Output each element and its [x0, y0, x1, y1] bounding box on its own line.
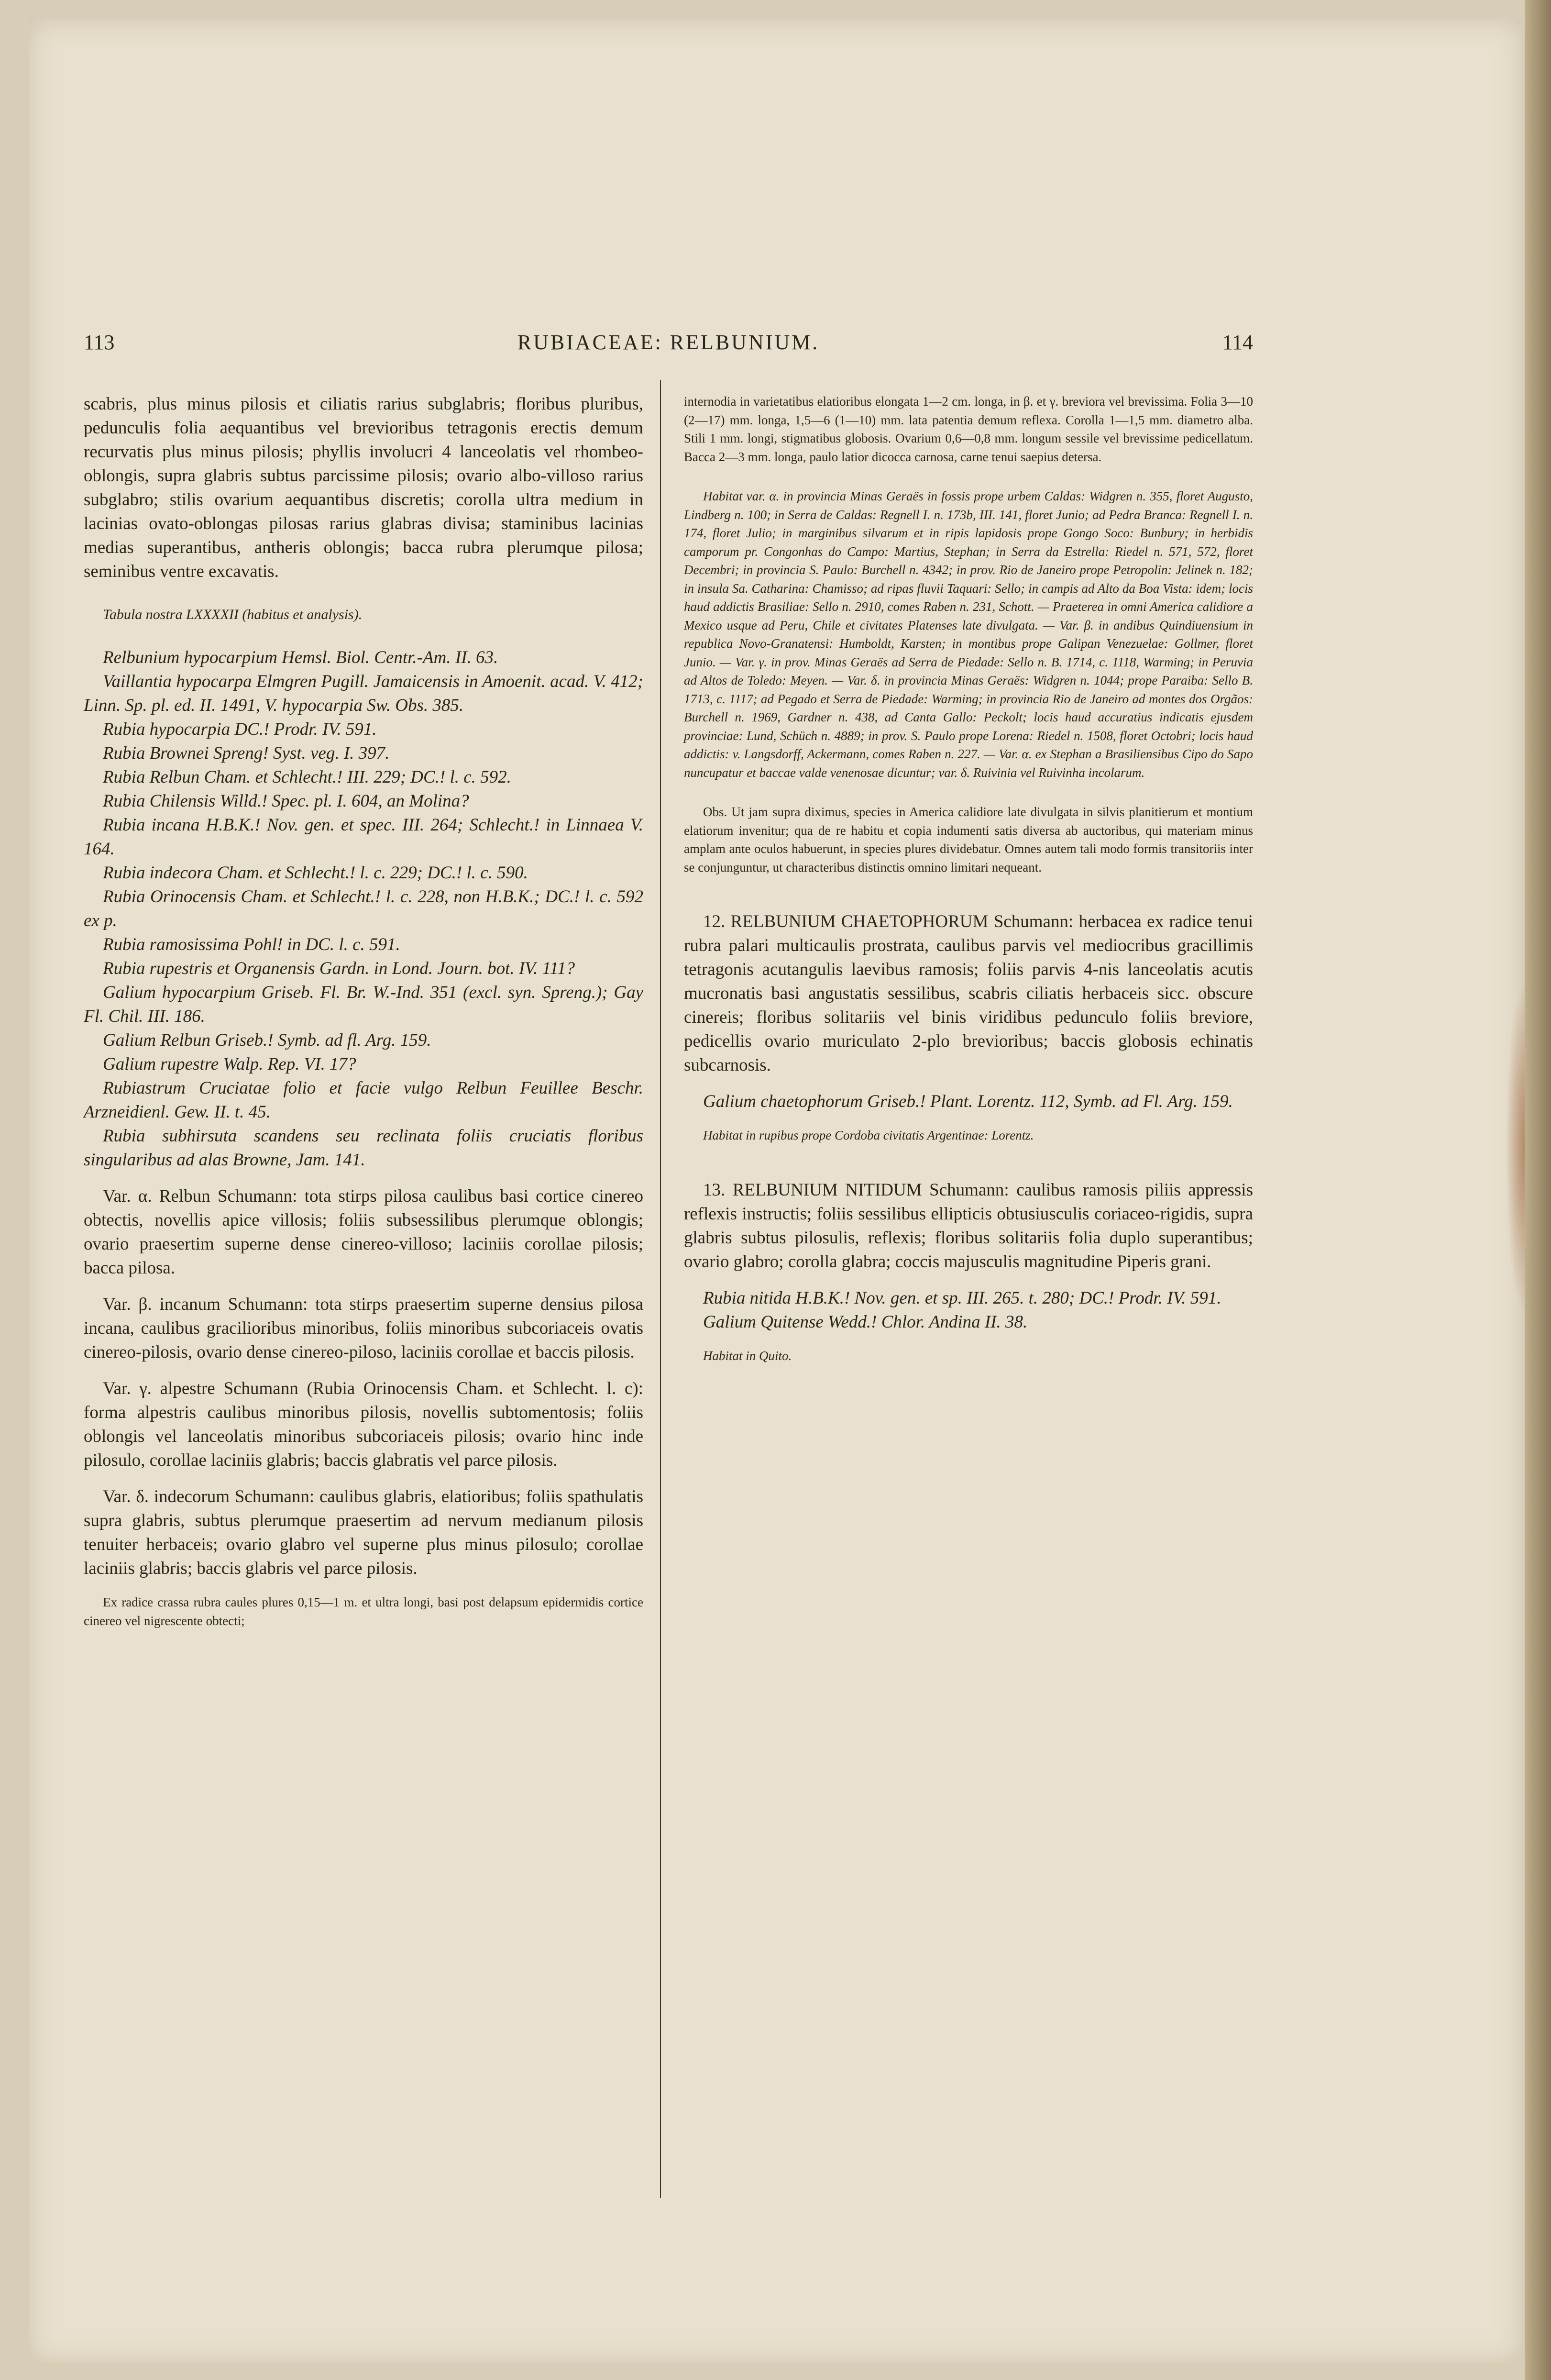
habitat-paragraph: Habitat var. α. in provincia Minas Geraës in fossis prope urbem Caldas: Widgren n. 355, floret Augusto, Lindberg n. 100; in Serra de Caldas: Regnell I. n. 173b, III. 141, floret Junio; ad Pedra Branca: Regnell I. n. 174, floret Julio; in marginibus silvarum et in ripis lapidosis prope Gongo Soco: Bunbury; in herbidis camporum pr. Congonhas do Campo: Martius, Stephan; in Serra da Estrella: Riedel n. 571, 572, floret Decembri; in provincia S. Paulo: Burchell n. 4342; in prov. Rio de Janeiro prope Petropolin: Jelinek n. 182; in insula Sa. Catharina: Chamisso; ad ripas fluvii Taquari: Sello; in campis ad Alto da Boa Vista: idem; locis haud addictis Brasiliae: Sello n. 2910, comes Raben n. 231, Schott. — Praeterea in omni America calidiore a Mexico usque ad Peru, Chile et civitates Platenses late divulgata. — Var. β. in andibus Quindiuensium in republica Novo-Granatensi: Humboldt, Karsten; in montibus prope Galipan Venezuelae: Gollmer, floret Junio. — Var. γ. in prov. Minas Geraës ad Serra de Piedade: Sello n. B. 1714, c. 1118, Warming; in Peruvia ad Altos de Toledo: Meyen. — Var. δ. in provincia Minas Geraës: Widgren n. 1044; prope Paraiba: Sello B. 1713, c. 1117; ad Pegado et Serra de Piedade: Warming; in provincia Rio de Janeiro ad montes dos Orgãos: Burchell n. 1969, Gardner n. 438, ad Canta Gallo: Peckolt; locis haud accuratius indicatis ejusdem provinciae: Lund, Schüch n. 4889; in prov. S. Paulo prope Lorena: Riedel n. 1508, floret Octobri; locis haud addictis: v. Langsdorff, Ackermann, comes Raben n. 227. — Var. α. ex Stephan a Brasiliensibus Cipo do Sapo nuncupatur et baccae valde venenosae dicuntur; var. δ. Ruivinia vel Ruivinha incolarum. [684, 489, 1253, 780]
species-12-synonym: Galium chaetophorum Griseb.! Plant. Lorentz. 112, Symb. ad Fl. Arg. 159. [703, 1092, 1233, 1111]
species-12-entry [684, 910, 1253, 1077]
species-13-synonym: Rubia nitida H.B.K.! Nov. gen. et sp. III. 265. t. 280; DC.! Prodr. IV. 591. [703, 1288, 1221, 1308]
synonym: Rubia indecora Cham. et Schlecht.! l. c. 229; DC.! l. c. 590. [103, 863, 528, 883]
synonym: Rubia Chilensis Willd.! Spec. pl. I. 604, an Molina? [103, 791, 469, 811]
synonym: Vaillantia hypocarpa Elmgren Pugill. Jamaicensis in Amoenit. acad. V. 412; Linn. Sp. pl. ed. II. 1491, V. hypocarpia Sw. Obs. 385. [84, 672, 643, 715]
synonym: Galium Relbun Griseb.! Symb. ad fl. Arg. 159. [103, 1030, 431, 1050]
synonym: Rubia hypocarpia DC.! Prodr. IV. 591. [103, 720, 377, 739]
tabula-reference: Tabula nostra LXXXXII (habitus et analysis). [103, 607, 363, 622]
variety-beta: Var. β. incanum Schumann: tota stirps praesertim superne densius pilosa incana, caulibus gracilioribus minoribus, foliis minoribus subcoriaceis ovatis cinereo-pilosis, ovario dense cinereo-piloso, laciniis corollae et baccis pilosis. [84, 1295, 643, 1362]
species-13-description: caulibus ramosis piliis appressis reflexis instructis; foliis sessilibus ellipticis obtusiusculis coriaceo-rigidis, supra glabris subtus pilosulis, reflexis; floribus solitariis folia duplo superantibus; ovario glabro; corolla glabra; coccis majusculis magnitudine Piperis grani. [684, 1180, 1253, 1272]
column-divider [660, 380, 661, 2198]
synonym: Rubia subhirsuta scandens seu reclinata foliis cruciatis floribus singularibus ad alas Browne, Jam. 141. [84, 1126, 643, 1170]
species-13-heading: 13. RELBUNIUM NITIDUM Schumann: [703, 1180, 1009, 1200]
root-description: Ex radice crassa rubra caules plures 0,15—1 m. et ultra longi, basi post delapsum epidermidis cortice cinereo vel nigrescente obtecti; [84, 1595, 643, 1628]
left-column [84, 392, 643, 1630]
variety-alpha: Var. α. Relbun Schumann: tota stirps pilosa caulibus basi cortice cinereo obtectis, novellis apice villosis; foliis subsessilibus plerumque oblongis; ovario praesertim superne dense cinereo-villoso; laciniis corollae pilosis; bacca pilosa. [84, 1186, 643, 1278]
synonym: Relbunium hypocarpium Hemsl. Biol. Centr.-Am. II. 63. [103, 648, 498, 667]
variety-delta: Var. δ. indecorum Schumann: caulibus glabris, elatioribus; foliis spathulatis supra glabris, subtus plerumque praesertim ad nervum medianum pilosis tenuiter herbaceis; ovario glabro vel superne plus minus pilosulo; corollae laciniis glabris; baccis glabris vel parce pilosis. [84, 1487, 643, 1578]
internodia-description: internodia in varietatibus elatioribus elongata 1—2 cm. longa, in β. et γ. breviora vel brevissima. Folia 3—10 (2—17) mm. longa, 1,5—6 (1—10) mm. lata patentia demum reflexa. Corolla 1—1,5 mm. diametro alba. Stili 1 mm. longi, stigmatibus globosis. Ovarium 0,6—0,8 mm. longum sessile vel brevissime pedicellatum. Bacca 2—3 mm. longa, paulo latior dicocca carnosa, carne tenui saepius detersa. [684, 394, 1253, 464]
synonym: Rubiastrum Cruciatae folio et facie vulgo Relbun Feuillee Beschr. Arzneidienl. Gew. II. t. 45. [84, 1078, 643, 1122]
page-edge-shadow [1506, 981, 1525, 1316]
synonym: Rubia Orinocensis Cham. et Schlecht.! l. c. 228, non H.B.K.; DC.! l. c. 592 ex p. [84, 887, 643, 930]
variety-gamma: Var. γ. alpestre Schumann (Rubia Orinocensis Cham. et Schlecht. l. c): forma alpestris caulibus minoribus pilosis, novellis subtomentosis; foliis oblongis vel lanceolatis minoribus subcoriaceis pilosis; ovario hinc inde pilosulo, corollae laciniis glabris; baccis glabratis vel parce pilosis. [84, 1379, 643, 1470]
synonym: Rubia ramosissima Pohl! in DC. l. c. 591. [103, 935, 400, 954]
page-number-right: 114 [1222, 331, 1253, 354]
observation-paragraph: Obs. Ut jam supra diximus, species in America calidiore late divulgata in silvis planitierum et montium elatiorum invenitur; qua de re habitu et copia indumenti satis diversa ab auctoribus, qui materiam minus amplam ante oculos habuerunt, in species plures dividebatur. Omnes autem tali modo formis transitoriis inter se conjunguntur, ut characteribus distinctis omnino limitari nequeant. [684, 805, 1253, 875]
synonym: Rubia incana H.B.K.! Nov. gen. et spec. III. 264; Schlecht.! in Linnaea V. 164. [84, 815, 643, 859]
synonym: Galium hypocarpium Griseb. Fl. Br. W.-Ind. 351 (excl. syn. Spreng.); Gay Fl. Chil. III. 186. [84, 983, 643, 1026]
species-12-habitat: Habitat in rupibus prope Cordoba civitatis Argentinae: Lorentz. [703, 1128, 1034, 1142]
synonym: Rubia Brownei Spreng! Syst. veg. I. 397. [103, 743, 390, 763]
species-13-entry [684, 1178, 1253, 1274]
synonym: Rubia Relbun Cham. et Schlecht.! III. 229; DC.! l. c. 592. [103, 767, 511, 787]
synonym: Rubia rupestris et Organensis Gardn. in Lond. Journ. bot. IV. 111? [103, 959, 575, 978]
description-continued: scabris, plus minus pilosis et ciliatis rarius subglabris; floribus pluribus, pedunculis folia aequantibus vel brevioribus tetragonis erectis demum recurvatis plus minus pilosis; phyllis involucri 4 lanceolatis vel rhombeo-oblongis, supra glabris subtus parcissime pilosis; ovario albo-villoso rarius subglabro; stilis ovarium aequantibus discretis; corolla ultra medium in lacinias ovato-oblongas pilosas rarius glabras divisa; staminibus lacinias medias superantibus, antheris oblongis; bacca rubra plerumque pilosa; seminibus ventre excavatis. [84, 394, 643, 581]
running-title: RUBIACEAE: RELBUNIUM. [517, 331, 820, 354]
right-column [684, 392, 1253, 1365]
synonym: Galium rupestre Walp. Rep. VI. 17? [103, 1054, 356, 1074]
species-12-description: herbacea ex radice tenui rubra palari multicaulis prostrata, caulibus parvis vel mediocribus gracillimis tetragonis acutangulis laevibus ramosis; foliis parvis 4-nis lanceolatis acutis mucronatis basi angustatis sessilibus, scabris ciliatis herbaceis sicc. obscure cinereis; floribus solitariis vel binis viridibus pedunculo foliis breviore, pedicellis ovario muriculato 2-plo brevioribus; baccis globosis echinatis subcarnosis. [684, 912, 1253, 1075]
species-13-synonym: Galium Quitense Wedd.! Chlor. Andina II. 38. [703, 1312, 1028, 1332]
page-edge [1525, 0, 1551, 2380]
page-number-left: 113 [84, 331, 115, 354]
species-13-habitat: Habitat in Quito. [703, 1348, 792, 1363]
synonym-list [84, 646, 643, 1172]
page-header [84, 330, 1253, 359]
species-12-heading: 12. RELBUNIUM CHAETOPHORUM Schumann: [703, 912, 1074, 931]
